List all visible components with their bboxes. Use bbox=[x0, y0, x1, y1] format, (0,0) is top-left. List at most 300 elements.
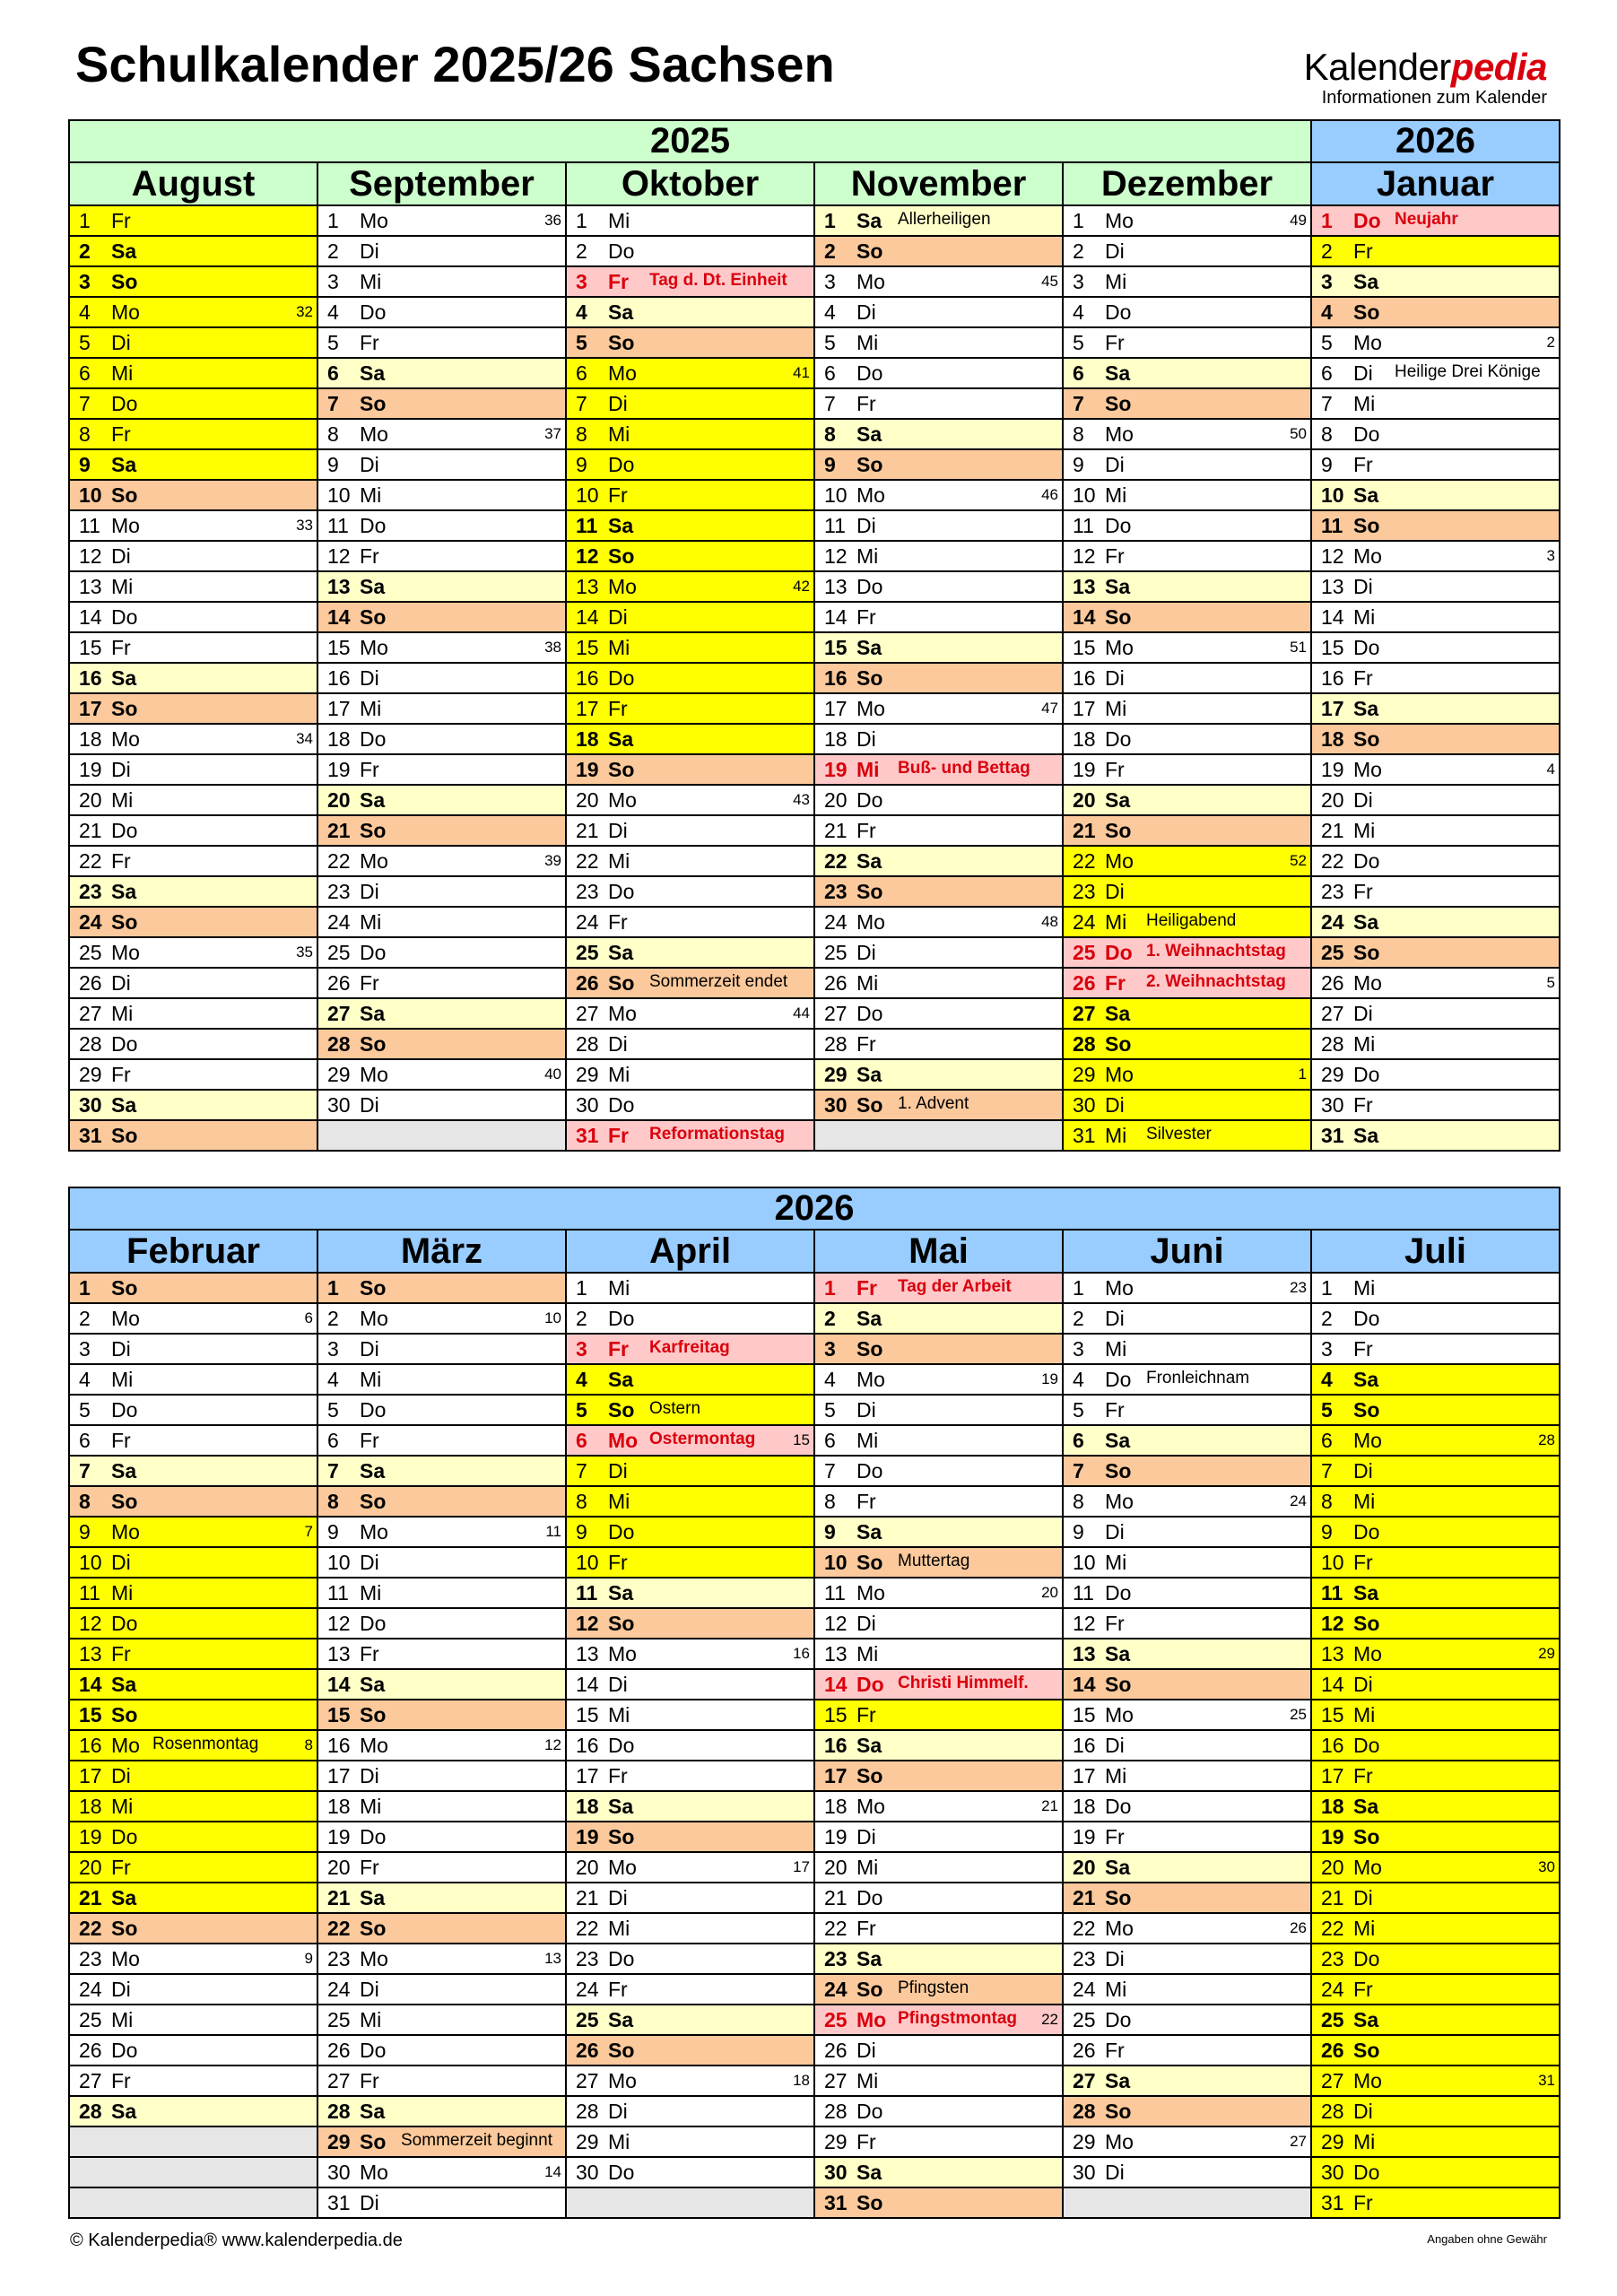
day-cell[interactable] bbox=[1063, 1456, 1311, 1486]
day-cell[interactable] bbox=[566, 449, 814, 480]
day-cell[interactable] bbox=[69, 419, 317, 449]
day-cell[interactable] bbox=[69, 571, 317, 602]
day-cell[interactable] bbox=[814, 1395, 1063, 1425]
day-cell[interactable] bbox=[1311, 2096, 1560, 2126]
day-cell[interactable] bbox=[317, 327, 566, 358]
day-cell[interactable] bbox=[69, 876, 317, 907]
day-cell[interactable] bbox=[69, 266, 317, 297]
day-cell[interactable] bbox=[566, 297, 814, 327]
day-cell[interactable] bbox=[1063, 1944, 1311, 1974]
day-cell[interactable] bbox=[566, 1334, 814, 1364]
day-cell[interactable] bbox=[1311, 1273, 1560, 1303]
day-cell[interactable] bbox=[814, 2187, 1063, 2218]
day-cell[interactable] bbox=[1063, 1303, 1311, 1334]
day-cell[interactable] bbox=[69, 1120, 317, 1151]
day-cell[interactable] bbox=[1311, 1974, 1560, 2005]
day-cell[interactable] bbox=[814, 1913, 1063, 1944]
day-cell[interactable] bbox=[69, 602, 317, 632]
day-cell[interactable] bbox=[1063, 480, 1311, 510]
day-cell[interactable] bbox=[317, 693, 566, 724]
day-cell[interactable] bbox=[566, 754, 814, 785]
day-cell[interactable] bbox=[69, 1395, 317, 1425]
day-cell[interactable] bbox=[1063, 2035, 1311, 2066]
day-cell[interactable] bbox=[1063, 1852, 1311, 1883]
day-cell[interactable] bbox=[1311, 1303, 1560, 1334]
day-cell[interactable] bbox=[814, 236, 1063, 266]
day-cell[interactable] bbox=[69, 1456, 317, 1486]
day-cell[interactable] bbox=[1063, 1517, 1311, 1547]
day-cell[interactable] bbox=[69, 1486, 317, 1517]
day-cell[interactable] bbox=[1063, 236, 1311, 266]
day-cell[interactable] bbox=[1311, 1517, 1560, 1547]
day-cell[interactable] bbox=[566, 1761, 814, 1791]
day-cell[interactable] bbox=[566, 1639, 814, 1669]
day-cell[interactable] bbox=[69, 815, 317, 846]
day-cell[interactable] bbox=[1311, 968, 1560, 998]
day-cell[interactable] bbox=[566, 876, 814, 907]
day-cell[interactable] bbox=[566, 1395, 814, 1425]
day-cell[interactable] bbox=[1311, 1425, 1560, 1456]
day-cell[interactable] bbox=[1063, 1608, 1311, 1639]
day-cell[interactable] bbox=[1063, 998, 1311, 1029]
day-cell[interactable] bbox=[814, 1334, 1063, 1364]
day-cell[interactable] bbox=[1311, 236, 1560, 266]
day-cell[interactable] bbox=[566, 1547, 814, 1578]
day-cell[interactable] bbox=[317, 1059, 566, 1090]
day-cell[interactable] bbox=[69, 388, 317, 419]
day-cell[interactable] bbox=[566, 1974, 814, 2005]
day-cell[interactable] bbox=[814, 541, 1063, 571]
day-cell[interactable] bbox=[69, 205, 317, 236]
day-cell[interactable] bbox=[814, 2157, 1063, 2187]
day-cell[interactable] bbox=[1311, 2005, 1560, 2035]
day-cell[interactable] bbox=[1063, 846, 1311, 876]
day-cell[interactable] bbox=[1063, 2126, 1311, 2157]
day-cell[interactable] bbox=[814, 449, 1063, 480]
day-cell[interactable] bbox=[317, 1639, 566, 1669]
day-cell[interactable] bbox=[814, 1974, 1063, 2005]
day-cell[interactable] bbox=[566, 1822, 814, 1852]
day-cell[interactable] bbox=[566, 937, 814, 968]
day-cell[interactable] bbox=[566, 1791, 814, 1822]
day-cell[interactable] bbox=[69, 2005, 317, 2035]
day-cell[interactable] bbox=[69, 1730, 317, 1761]
day-cell[interactable] bbox=[566, 2035, 814, 2066]
day-cell[interactable] bbox=[814, 480, 1063, 510]
day-cell[interactable] bbox=[566, 785, 814, 815]
day-cell[interactable] bbox=[1063, 266, 1311, 297]
day-cell[interactable] bbox=[1311, 419, 1560, 449]
day-cell[interactable] bbox=[814, 1852, 1063, 1883]
day-cell[interactable] bbox=[1311, 2126, 1560, 2157]
day-cell[interactable] bbox=[814, 1608, 1063, 1639]
day-cell[interactable] bbox=[1063, 1730, 1311, 1761]
day-cell[interactable] bbox=[1063, 571, 1311, 602]
day-cell[interactable] bbox=[1311, 1944, 1560, 1974]
day-cell[interactable] bbox=[1063, 1425, 1311, 1456]
day-cell[interactable] bbox=[69, 937, 317, 968]
day-cell[interactable] bbox=[566, 541, 814, 571]
day-cell[interactable] bbox=[69, 1974, 317, 2005]
day-cell[interactable] bbox=[1311, 1852, 1560, 1883]
day-cell[interactable] bbox=[69, 297, 317, 327]
day-cell[interactable] bbox=[814, 1456, 1063, 1486]
day-cell[interactable] bbox=[69, 1059, 317, 1090]
day-cell[interactable] bbox=[1311, 1669, 1560, 1700]
day-cell[interactable] bbox=[566, 1700, 814, 1730]
day-cell[interactable] bbox=[1311, 541, 1560, 571]
day-cell[interactable] bbox=[1311, 693, 1560, 724]
day-cell[interactable] bbox=[317, 815, 566, 846]
day-cell[interactable] bbox=[1311, 815, 1560, 846]
day-cell[interactable] bbox=[69, 846, 317, 876]
day-cell[interactable] bbox=[566, 205, 814, 236]
day-cell[interactable] bbox=[1063, 2005, 1311, 2035]
day-cell[interactable] bbox=[814, 1059, 1063, 1090]
day-cell[interactable] bbox=[1063, 1486, 1311, 1517]
day-cell[interactable] bbox=[814, 846, 1063, 876]
day-cell[interactable] bbox=[566, 510, 814, 541]
day-cell[interactable] bbox=[69, 1913, 317, 1944]
day-cell[interactable] bbox=[566, 1852, 814, 1883]
day-cell[interactable] bbox=[814, 2066, 1063, 2096]
day-cell[interactable] bbox=[1311, 571, 1560, 602]
day-cell[interactable] bbox=[1063, 1639, 1311, 1669]
day-cell[interactable] bbox=[1311, 846, 1560, 876]
day-cell[interactable] bbox=[1311, 998, 1560, 1029]
day-cell[interactable] bbox=[1063, 602, 1311, 632]
day-cell[interactable] bbox=[69, 510, 317, 541]
day-cell[interactable] bbox=[566, 2157, 814, 2187]
day-cell[interactable] bbox=[317, 846, 566, 876]
day-cell[interactable] bbox=[566, 1425, 814, 1456]
day-cell[interactable] bbox=[69, 1700, 317, 1730]
day-cell[interactable] bbox=[317, 1303, 566, 1334]
day-cell[interactable] bbox=[69, 998, 317, 1029]
day-cell[interactable] bbox=[566, 724, 814, 754]
day-cell[interactable] bbox=[814, 724, 1063, 754]
day-cell[interactable] bbox=[317, 1944, 566, 1974]
day-cell[interactable] bbox=[317, 510, 566, 541]
day-cell[interactable] bbox=[1311, 1029, 1560, 1059]
day-cell[interactable] bbox=[317, 388, 566, 419]
day-cell[interactable] bbox=[1311, 1578, 1560, 1608]
day-cell[interactable] bbox=[1311, 632, 1560, 663]
day-cell[interactable] bbox=[1311, 602, 1560, 632]
day-cell[interactable] bbox=[69, 1608, 317, 1639]
day-cell[interactable] bbox=[1311, 907, 1560, 937]
day-cell[interactable] bbox=[317, 1273, 566, 1303]
day-cell[interactable] bbox=[317, 236, 566, 266]
day-cell[interactable] bbox=[317, 968, 566, 998]
day-cell[interactable] bbox=[69, 1669, 317, 1700]
day-cell[interactable] bbox=[566, 602, 814, 632]
day-cell[interactable] bbox=[69, 663, 317, 693]
day-cell[interactable] bbox=[69, 785, 317, 815]
day-cell[interactable] bbox=[566, 327, 814, 358]
day-cell[interactable] bbox=[1311, 388, 1560, 419]
day-cell[interactable] bbox=[566, 2126, 814, 2157]
day-cell[interactable] bbox=[1063, 1059, 1311, 1090]
day-cell[interactable] bbox=[814, 327, 1063, 358]
day-cell[interactable] bbox=[1063, 632, 1311, 663]
day-cell[interactable] bbox=[814, 876, 1063, 907]
day-cell[interactable] bbox=[1063, 358, 1311, 388]
day-cell[interactable] bbox=[814, 1730, 1063, 1761]
day-cell[interactable] bbox=[814, 754, 1063, 785]
day-cell[interactable] bbox=[1063, 876, 1311, 907]
day-cell[interactable] bbox=[69, 754, 317, 785]
day-cell[interactable] bbox=[566, 236, 814, 266]
day-cell[interactable] bbox=[566, 1090, 814, 1120]
day-cell[interactable] bbox=[1063, 1791, 1311, 1822]
day-cell[interactable] bbox=[69, 632, 317, 663]
day-cell[interactable] bbox=[1311, 327, 1560, 358]
day-cell[interactable] bbox=[317, 1822, 566, 1852]
day-cell[interactable] bbox=[69, 1791, 317, 1822]
day-cell[interactable] bbox=[317, 1608, 566, 1639]
day-cell[interactable] bbox=[1311, 1761, 1560, 1791]
day-cell[interactable] bbox=[566, 815, 814, 846]
day-cell[interactable] bbox=[814, 785, 1063, 815]
day-cell[interactable] bbox=[317, 1090, 566, 1120]
day-cell[interactable] bbox=[814, 388, 1063, 419]
day-cell[interactable] bbox=[1063, 968, 1311, 998]
day-cell[interactable] bbox=[1311, 1090, 1560, 1120]
day-cell[interactable] bbox=[317, 1791, 566, 1822]
day-cell[interactable] bbox=[1311, 1730, 1560, 1761]
day-cell[interactable] bbox=[1063, 1974, 1311, 2005]
day-cell[interactable] bbox=[814, 1761, 1063, 1791]
day-cell[interactable] bbox=[814, 907, 1063, 937]
day-cell[interactable] bbox=[1063, 1578, 1311, 1608]
day-cell[interactable] bbox=[69, 236, 317, 266]
day-cell[interactable] bbox=[814, 1791, 1063, 1822]
day-cell[interactable] bbox=[566, 2066, 814, 2096]
day-cell[interactable] bbox=[317, 297, 566, 327]
day-cell[interactable] bbox=[1311, 876, 1560, 907]
day-cell[interactable] bbox=[814, 2126, 1063, 2157]
day-cell[interactable] bbox=[69, 1944, 317, 1974]
day-cell[interactable] bbox=[814, 2035, 1063, 2066]
day-cell[interactable] bbox=[1311, 510, 1560, 541]
day-cell[interactable] bbox=[566, 1303, 814, 1334]
day-cell[interactable] bbox=[317, 1425, 566, 1456]
day-cell[interactable] bbox=[317, 1669, 566, 1700]
day-cell[interactable] bbox=[1063, 1090, 1311, 1120]
day-cell[interactable] bbox=[1311, 2035, 1560, 2066]
day-cell[interactable] bbox=[1311, 1883, 1560, 1913]
day-cell[interactable] bbox=[1063, 907, 1311, 937]
day-cell[interactable] bbox=[1311, 1456, 1560, 1486]
day-cell[interactable] bbox=[69, 1090, 317, 1120]
day-cell[interactable] bbox=[814, 266, 1063, 297]
day-cell[interactable] bbox=[566, 1456, 814, 1486]
day-cell[interactable] bbox=[566, 1669, 814, 1700]
day-cell[interactable] bbox=[1063, 663, 1311, 693]
day-cell[interactable] bbox=[566, 1120, 814, 1151]
day-cell[interactable] bbox=[1311, 2157, 1560, 2187]
day-cell[interactable] bbox=[317, 1730, 566, 1761]
day-cell[interactable] bbox=[69, 968, 317, 998]
day-cell[interactable] bbox=[69, 2066, 317, 2096]
day-cell[interactable] bbox=[814, 1578, 1063, 1608]
day-cell[interactable] bbox=[317, 876, 566, 907]
day-cell[interactable] bbox=[1063, 754, 1311, 785]
day-cell[interactable] bbox=[69, 541, 317, 571]
day-cell[interactable] bbox=[69, 1852, 317, 1883]
day-cell[interactable] bbox=[814, 205, 1063, 236]
day-cell[interactable] bbox=[317, 449, 566, 480]
day-cell[interactable] bbox=[317, 2157, 566, 2187]
day-cell[interactable] bbox=[566, 2096, 814, 2126]
day-cell[interactable] bbox=[69, 1578, 317, 1608]
day-cell[interactable] bbox=[814, 1547, 1063, 1578]
day-cell[interactable] bbox=[566, 663, 814, 693]
brand-logo[interactable] bbox=[1304, 48, 1547, 109]
day-cell[interactable] bbox=[1063, 1120, 1311, 1151]
day-cell[interactable] bbox=[1311, 358, 1560, 388]
day-cell[interactable] bbox=[566, 1059, 814, 1090]
day-cell[interactable] bbox=[1311, 1639, 1560, 1669]
day-cell[interactable] bbox=[317, 1334, 566, 1364]
day-cell[interactable] bbox=[317, 1395, 566, 1425]
day-cell[interactable] bbox=[69, 693, 317, 724]
day-cell[interactable] bbox=[566, 1364, 814, 1395]
day-cell[interactable] bbox=[566, 1730, 814, 1761]
day-cell[interactable] bbox=[1311, 2066, 1560, 2096]
day-cell[interactable] bbox=[814, 571, 1063, 602]
day-cell[interactable] bbox=[69, 1547, 317, 1578]
day-cell[interactable] bbox=[317, 754, 566, 785]
day-cell[interactable] bbox=[1311, 1547, 1560, 1578]
day-cell[interactable] bbox=[1063, 1883, 1311, 1913]
day-cell[interactable] bbox=[317, 358, 566, 388]
day-cell[interactable] bbox=[814, 510, 1063, 541]
day-cell[interactable] bbox=[566, 480, 814, 510]
day-cell[interactable] bbox=[1063, 2066, 1311, 2096]
day-cell[interactable] bbox=[69, 1517, 317, 1547]
day-cell[interactable] bbox=[814, 1822, 1063, 1852]
day-cell[interactable] bbox=[566, 358, 814, 388]
day-cell[interactable] bbox=[69, 2035, 317, 2066]
day-cell[interactable] bbox=[1311, 205, 1560, 236]
day-cell[interactable] bbox=[317, 419, 566, 449]
day-cell[interactable] bbox=[814, 1029, 1063, 1059]
day-cell[interactable] bbox=[1063, 815, 1311, 846]
day-cell[interactable] bbox=[317, 1913, 566, 1944]
day-cell[interactable] bbox=[814, 419, 1063, 449]
day-cell[interactable] bbox=[566, 388, 814, 419]
day-cell[interactable] bbox=[566, 1517, 814, 1547]
day-cell[interactable] bbox=[69, 2096, 317, 2126]
day-cell[interactable] bbox=[317, 1547, 566, 1578]
day-cell[interactable] bbox=[566, 1578, 814, 1608]
day-cell[interactable] bbox=[1311, 1120, 1560, 1151]
day-cell[interactable] bbox=[317, 480, 566, 510]
day-cell[interactable] bbox=[814, 1090, 1063, 1120]
day-cell[interactable] bbox=[814, 1364, 1063, 1395]
day-cell[interactable] bbox=[1311, 754, 1560, 785]
day-cell[interactable] bbox=[1063, 1669, 1311, 1700]
day-cell[interactable] bbox=[1063, 1547, 1311, 1578]
day-cell[interactable] bbox=[1063, 2096, 1311, 2126]
day-cell[interactable] bbox=[814, 2096, 1063, 2126]
day-cell[interactable] bbox=[566, 2005, 814, 2035]
day-cell[interactable] bbox=[69, 1364, 317, 1395]
day-cell[interactable] bbox=[814, 663, 1063, 693]
day-cell[interactable] bbox=[814, 968, 1063, 998]
day-cell[interactable] bbox=[317, 1364, 566, 1395]
day-cell[interactable] bbox=[566, 998, 814, 1029]
day-cell[interactable] bbox=[317, 2126, 566, 2157]
day-cell[interactable] bbox=[1063, 1029, 1311, 1059]
day-cell[interactable] bbox=[814, 1425, 1063, 1456]
day-cell[interactable] bbox=[814, 297, 1063, 327]
day-cell[interactable] bbox=[317, 1700, 566, 1730]
day-cell[interactable] bbox=[317, 266, 566, 297]
day-cell[interactable] bbox=[814, 1486, 1063, 1517]
day-cell[interactable] bbox=[566, 1944, 814, 1974]
day-cell[interactable] bbox=[566, 1273, 814, 1303]
day-cell[interactable] bbox=[1063, 1273, 1311, 1303]
day-cell[interactable] bbox=[1063, 1395, 1311, 1425]
day-cell[interactable] bbox=[566, 1486, 814, 1517]
day-cell[interactable] bbox=[1063, 419, 1311, 449]
day-cell[interactable] bbox=[317, 1974, 566, 2005]
day-cell[interactable] bbox=[317, 1456, 566, 1486]
day-cell[interactable] bbox=[1063, 205, 1311, 236]
day-cell[interactable] bbox=[1311, 480, 1560, 510]
day-cell[interactable] bbox=[1311, 1486, 1560, 1517]
day-cell[interactable] bbox=[1311, 1791, 1560, 1822]
day-cell[interactable] bbox=[317, 2187, 566, 2218]
day-cell[interactable] bbox=[1311, 2187, 1560, 2218]
day-cell[interactable] bbox=[317, 1517, 566, 1547]
day-cell[interactable] bbox=[317, 724, 566, 754]
day-cell[interactable] bbox=[317, 205, 566, 236]
day-cell[interactable] bbox=[317, 1852, 566, 1883]
day-cell[interactable] bbox=[69, 1639, 317, 1669]
day-cell[interactable] bbox=[566, 1883, 814, 1913]
day-cell[interactable] bbox=[1311, 1395, 1560, 1425]
day-cell[interactable] bbox=[566, 846, 814, 876]
day-cell[interactable] bbox=[1063, 449, 1311, 480]
day-cell[interactable] bbox=[317, 785, 566, 815]
day-cell[interactable] bbox=[814, 602, 1063, 632]
day-cell[interactable] bbox=[814, 358, 1063, 388]
day-cell[interactable] bbox=[69, 358, 317, 388]
day-cell[interactable] bbox=[814, 937, 1063, 968]
day-cell[interactable] bbox=[1311, 785, 1560, 815]
day-cell[interactable] bbox=[317, 541, 566, 571]
day-cell[interactable] bbox=[1063, 693, 1311, 724]
day-cell[interactable] bbox=[69, 1303, 317, 1334]
day-cell[interactable] bbox=[69, 907, 317, 937]
day-cell[interactable] bbox=[1311, 663, 1560, 693]
day-cell[interactable] bbox=[317, 571, 566, 602]
day-cell[interactable] bbox=[1063, 937, 1311, 968]
day-cell[interactable] bbox=[814, 693, 1063, 724]
day-cell[interactable] bbox=[317, 2066, 566, 2096]
day-cell[interactable] bbox=[69, 1883, 317, 1913]
day-cell[interactable] bbox=[814, 1883, 1063, 1913]
day-cell[interactable] bbox=[1311, 724, 1560, 754]
day-cell[interactable] bbox=[69, 1334, 317, 1364]
day-cell[interactable] bbox=[566, 632, 814, 663]
day-cell[interactable] bbox=[814, 1669, 1063, 1700]
day-cell[interactable] bbox=[69, 1425, 317, 1456]
